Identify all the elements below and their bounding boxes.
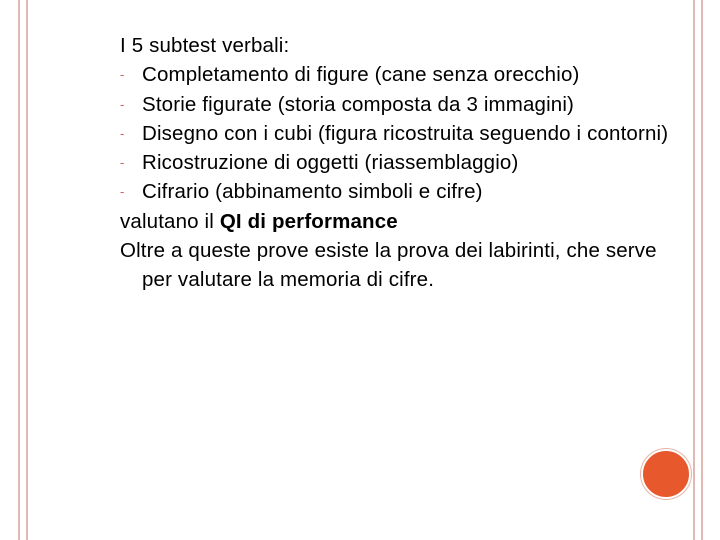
closing-paragraph: Oltre a queste prove esiste la prova dei labirinti, che serve per valutare la memoria di cifre. xyxy=(120,239,657,292)
bullet-item xyxy=(120,177,690,206)
bullet-text: Ricostruzione di oggetti (riassemblaggio) xyxy=(142,151,519,175)
bullet-item xyxy=(120,148,690,177)
bullet-item xyxy=(120,60,690,89)
slide-body xyxy=(120,31,690,295)
bullet-text: Completamento di figure (cane senza orecchio) xyxy=(142,63,580,87)
bullet-text: Disegno con i cubi (figura ricostruita seguendo i contorni) xyxy=(142,121,669,145)
bullet-item xyxy=(120,90,690,119)
dash-bullet-icon: - xyxy=(120,96,125,112)
summary-line xyxy=(120,207,690,236)
dash-bullet-icon: - xyxy=(120,125,125,141)
bullet-text: Cifrario (abbinamento simboli e cifre) xyxy=(142,180,483,204)
summary-prefix: valutano il xyxy=(120,209,220,233)
intro-line: I 5 subtest verbali: xyxy=(120,34,290,57)
right-border-line-inner xyxy=(693,0,695,540)
dash-bullet-icon: - xyxy=(120,67,125,83)
left-border-line-outer xyxy=(18,0,20,540)
bullet-text: Storie figurate (storia composta da 3 immagini) xyxy=(142,92,575,116)
dash-bullet-icon: - xyxy=(120,155,125,171)
bullet-item xyxy=(120,119,690,148)
right-border-line-outer xyxy=(701,0,703,540)
dash-bullet-icon: - xyxy=(120,184,125,200)
summary-emphasis: QI di performance xyxy=(219,209,398,233)
left-border-line-inner xyxy=(26,0,28,540)
decorative-orange-circle xyxy=(641,449,691,499)
